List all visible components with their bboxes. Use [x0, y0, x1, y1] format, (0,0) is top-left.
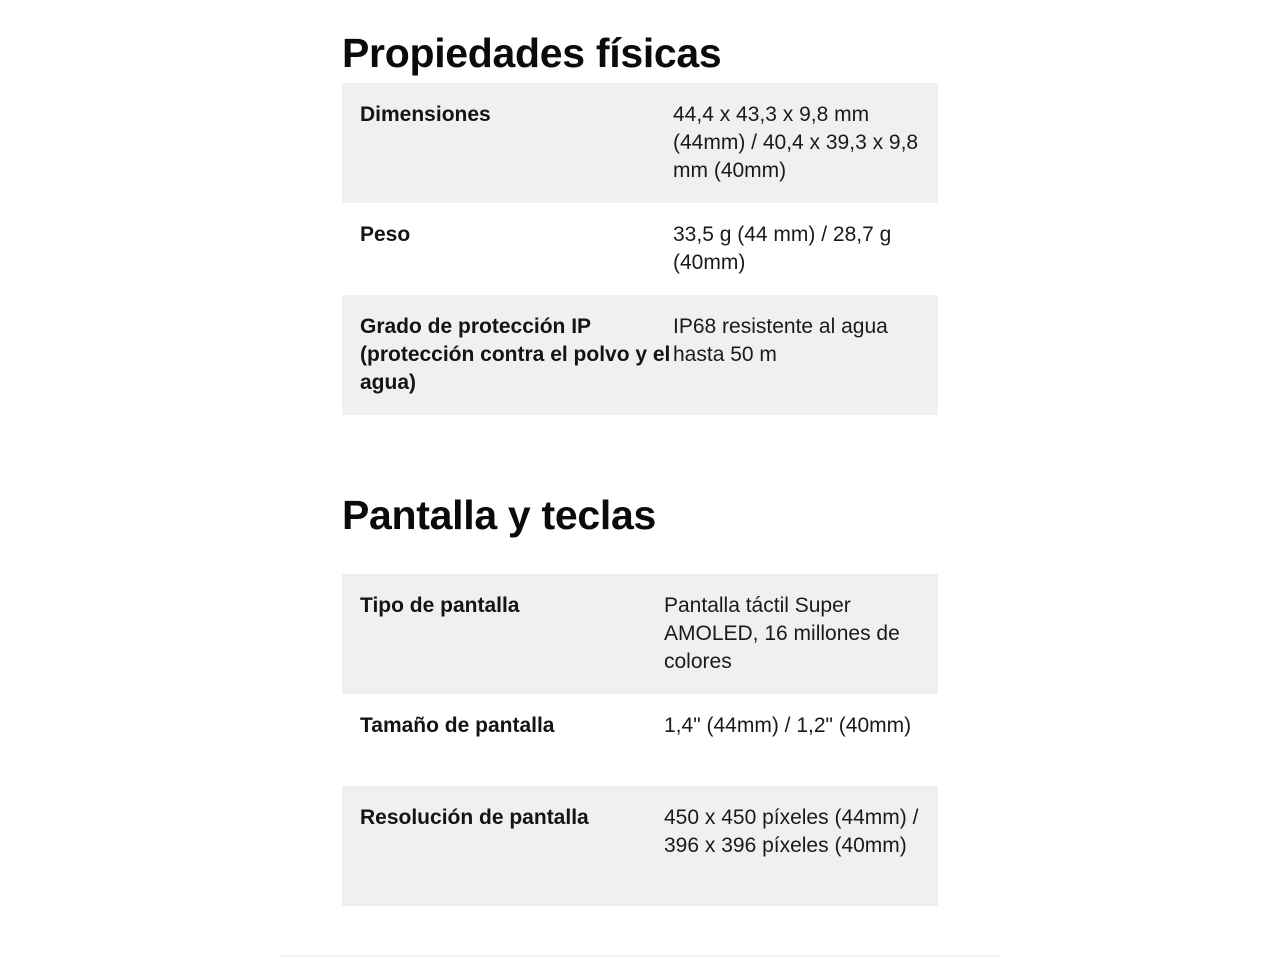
spec-row-ip-rating	[342, 295, 938, 415]
physical-properties-title: Propiedades físicas	[342, 30, 722, 76]
spec-row-display-size	[342, 694, 938, 786]
spec-row-weight	[342, 203, 938, 295]
spec-row-dimensions	[342, 83, 938, 203]
physical-specs-table	[342, 83, 938, 415]
spec-value: 33,5 g (44 mm) / 28,7 g (40mm)	[673, 223, 892, 274]
spec-label: Peso	[360, 223, 411, 246]
spec-label: Dimensiones	[360, 103, 491, 126]
spec-label: Resolución de pantalla	[360, 806, 589, 829]
spec-value: Pantalla táctil Super AMOLED, 16 millones de colores	[664, 594, 900, 673]
display-keys-section	[342, 488, 938, 906]
spec-value: IP68 resistente al agua hasta 50 m	[673, 315, 888, 366]
divider	[280, 955, 1000, 957]
spec-label: Tamaño de pantalla	[360, 714, 555, 737]
display-keys-title: Pantalla y teclas	[342, 492, 656, 538]
spec-label: Tipo de pantalla	[360, 594, 520, 617]
spec-value: 450 x 450 píxeles (44mm) / 396 x 396 píxeles (40mm)	[664, 806, 919, 857]
spec-row-display-type	[342, 574, 938, 694]
display-specs-table	[342, 574, 938, 906]
spec-row-display-resolution	[342, 786, 938, 906]
spec-value: 44,4 x 43,3 x 9,8 mm (44mm) / 40,4 x 39,3 x 9,8 mm (40mm)	[673, 103, 919, 182]
spec-label: Grado de protección IP (protección contra el polvo y el agua)	[360, 315, 671, 394]
spec-value: 1,4" (44mm) / 1,2" (40mm)	[664, 714, 912, 737]
physical-properties-section	[342, 0, 938, 415]
spec-content	[342, 0, 938, 906]
